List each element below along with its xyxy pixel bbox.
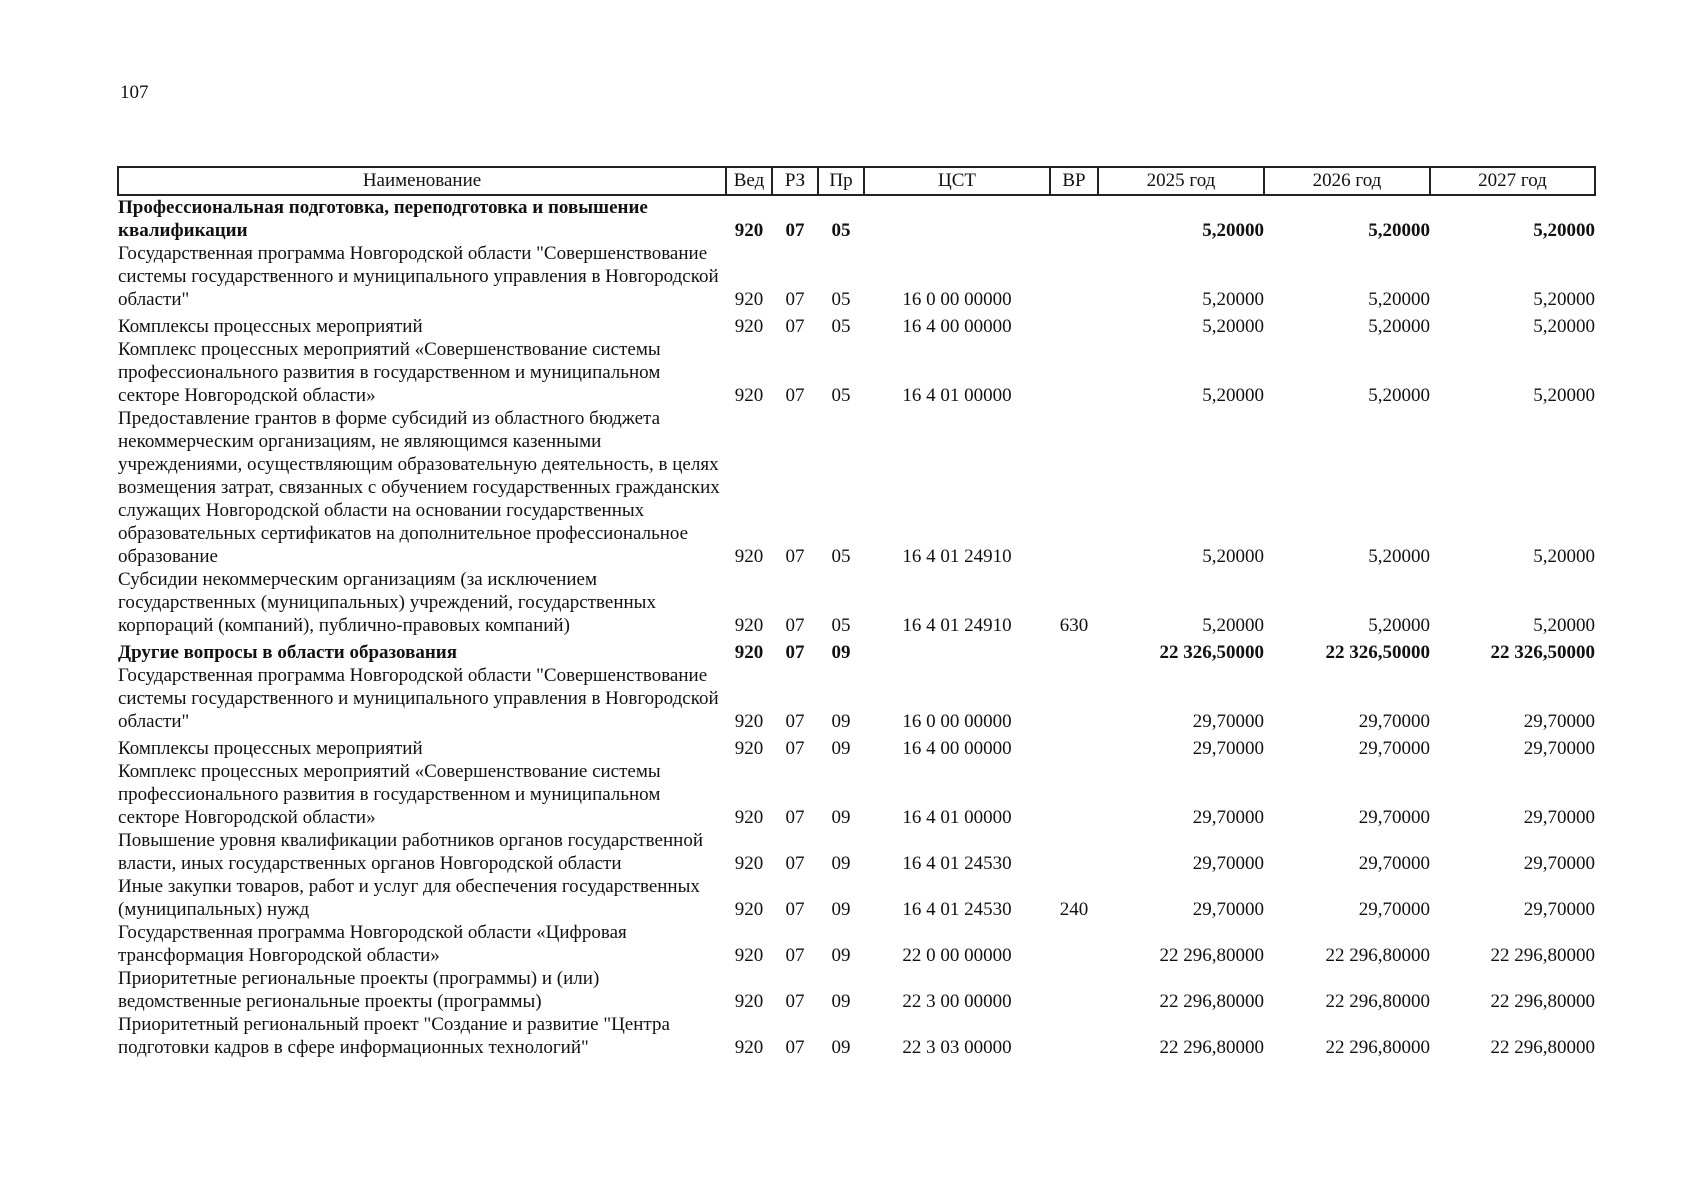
row-amount-2027: 5,20000 bbox=[1533, 289, 1595, 310]
table-row bbox=[118, 242, 1595, 311]
row-amount-2027: 22 296,80000 bbox=[1490, 1037, 1595, 1058]
row-name: Государственная программа Новгородской области «Цифровая трансформация Новгородской области» bbox=[118, 922, 627, 966]
row-vr bbox=[1050, 637, 1098, 664]
row-rz: 07 bbox=[785, 711, 805, 732]
row-amount-2026: 22 296,80000 bbox=[1325, 991, 1430, 1012]
table-row bbox=[118, 875, 1595, 921]
row-amount-2026: 5,20000 bbox=[1368, 316, 1430, 337]
row-amount-2027: 22 296,80000 bbox=[1490, 991, 1595, 1012]
row-amount-2026: 22 296,80000 bbox=[1325, 1037, 1430, 1058]
row-vr bbox=[1050, 338, 1098, 407]
row-rz: 07 bbox=[785, 807, 805, 828]
header-name: Наименование bbox=[118, 167, 726, 195]
row-amount-2025: 22 296,80000 bbox=[1159, 991, 1264, 1012]
row-pr: 09 bbox=[831, 853, 851, 874]
row-vr bbox=[1050, 1013, 1098, 1059]
table-body bbox=[118, 195, 1595, 1059]
table-row bbox=[118, 829, 1595, 875]
table-row bbox=[118, 664, 1595, 733]
header-2026: 2026 год bbox=[1264, 167, 1430, 195]
row-amount-2027: 5,20000 bbox=[1533, 385, 1595, 406]
table-row bbox=[118, 311, 1595, 338]
row-ved: 920 bbox=[734, 385, 764, 406]
row-amount-2026: 29,70000 bbox=[1358, 807, 1430, 828]
row-pr: 05 bbox=[831, 615, 851, 636]
row-amount-2027: 5,20000 bbox=[1533, 316, 1595, 337]
row-vr bbox=[1050, 195, 1098, 242]
row-ved: 920 bbox=[734, 546, 764, 567]
row-pr: 09 bbox=[831, 991, 851, 1012]
row-cst: 16 0 00 00000 bbox=[902, 289, 1012, 310]
row-name: Другие вопросы в области образования bbox=[118, 642, 458, 663]
row-rz: 07 bbox=[785, 546, 805, 567]
row-ved: 920 bbox=[734, 853, 764, 874]
row-vr bbox=[1050, 407, 1098, 568]
row-name: Профессиональная подготовка, переподготовка и повышение квалификации bbox=[118, 197, 648, 241]
row-pr: 09 bbox=[831, 807, 851, 828]
row-vr bbox=[1050, 664, 1098, 733]
row-rz: 07 bbox=[785, 289, 805, 310]
row-ved: 920 bbox=[734, 807, 764, 828]
row-ved: 920 bbox=[734, 220, 764, 241]
row-amount-2027: 5,20000 bbox=[1533, 546, 1595, 567]
row-vr bbox=[1050, 242, 1098, 311]
row-cst: 16 4 00 00000 bbox=[902, 316, 1012, 337]
row-rz: 07 bbox=[785, 991, 805, 1012]
row-name: Государственная программа Новгородской области "Совершенствование системы государственного и муниципального управления в Новгородской области" bbox=[118, 665, 719, 732]
row-cst: 16 4 01 24910 bbox=[902, 615, 1012, 636]
row-name: Субсидии некоммерческим организациям (за исключением государственных (муниципальных) учреждений, государственных корпораций (компаний), публично-правовых компаний) bbox=[118, 569, 656, 636]
row-amount-2027: 22 326,50000 bbox=[1490, 642, 1595, 663]
row-pr: 05 bbox=[831, 316, 851, 337]
table-row bbox=[118, 195, 1595, 242]
row-vr bbox=[1050, 829, 1098, 875]
row-cst bbox=[864, 637, 1050, 664]
row-amount-2025: 22 326,50000 bbox=[1159, 642, 1264, 663]
row-cst: 16 0 00 00000 bbox=[902, 711, 1012, 732]
row-vr: 240 bbox=[1059, 899, 1089, 920]
row-ved: 920 bbox=[734, 991, 764, 1012]
row-ved: 920 bbox=[734, 945, 764, 966]
row-pr: 05 bbox=[831, 289, 851, 310]
row-cst: 22 3 03 00000 bbox=[902, 1037, 1012, 1058]
row-amount-2025: 5,20000 bbox=[1202, 316, 1264, 337]
row-amount-2026: 5,20000 bbox=[1368, 546, 1430, 567]
row-cst bbox=[864, 195, 1050, 242]
row-name: Государственная программа Новгородской области "Совершенствование системы государственного и муниципального управления в Новгородской области" bbox=[118, 243, 719, 310]
row-amount-2027: 5,20000 bbox=[1533, 615, 1595, 636]
row-rz: 07 bbox=[785, 738, 805, 759]
table-row bbox=[118, 407, 1595, 568]
row-rz: 07 bbox=[785, 385, 805, 406]
table-row bbox=[118, 338, 1595, 407]
row-name: Иные закупки товаров, работ и услуг для обеспечения государственных (муниципальных) нужд bbox=[118, 876, 700, 920]
row-name: Комплексы процессных мероприятий bbox=[118, 738, 423, 759]
row-amount-2025: 29,70000 bbox=[1192, 738, 1264, 759]
row-amount-2027: 22 296,80000 bbox=[1490, 945, 1595, 966]
row-name: Приоритетные региональные проекты (программы) и (или) ведомственные региональные проекты (программы) bbox=[118, 968, 600, 1012]
row-cst: 16 4 01 00000 bbox=[902, 807, 1012, 828]
row-pr: 09 bbox=[831, 642, 851, 663]
header-vr: ВР bbox=[1050, 167, 1098, 195]
row-amount-2026: 29,70000 bbox=[1358, 853, 1430, 874]
row-amount-2026: 5,20000 bbox=[1368, 385, 1430, 406]
row-ved: 920 bbox=[734, 738, 764, 759]
row-name: Предоставление грантов в форме субсидий из областного бюджета некоммерческим организациям, не являющимся казенными учреждениями, осуществляющим образовательную деятельность, в целях возмещения затрат, связанных с обучением государственных гражданских служащих Новгородской области на основании государственных образовательных сертификатов на дополнительное профессиональное образование bbox=[118, 408, 720, 567]
table-row bbox=[118, 921, 1595, 967]
row-cst: 22 3 00 00000 bbox=[902, 991, 1012, 1012]
page-number: 107 bbox=[120, 82, 149, 103]
budget-table bbox=[117, 166, 1596, 1059]
row-amount-2027: 29,70000 bbox=[1523, 738, 1595, 759]
row-ved: 920 bbox=[734, 642, 764, 663]
row-name: Приоритетный региональный проект "Создание и развитие "Центра подготовки кадров в сфере информационных технологий" bbox=[118, 1014, 670, 1058]
table-row bbox=[118, 637, 1595, 664]
row-amount-2026: 5,20000 bbox=[1368, 289, 1430, 310]
row-pr: 05 bbox=[831, 546, 851, 567]
row-amount-2025: 5,20000 bbox=[1202, 220, 1264, 241]
row-rz: 07 bbox=[785, 945, 805, 966]
row-name: Комплекс процессных мероприятий «Совершенствование системы профессионального развития в государственном и муниципальном секторе Новгородской области» bbox=[118, 761, 661, 828]
row-rz: 07 bbox=[785, 899, 805, 920]
row-pr: 09 bbox=[831, 738, 851, 759]
table-row bbox=[118, 967, 1595, 1013]
row-rz: 07 bbox=[785, 642, 805, 663]
row-amount-2025: 5,20000 bbox=[1202, 289, 1264, 310]
row-rz: 07 bbox=[785, 853, 805, 874]
row-amount-2025: 29,70000 bbox=[1192, 807, 1264, 828]
row-amount-2026: 22 326,50000 bbox=[1325, 642, 1430, 663]
row-pr: 05 bbox=[831, 385, 851, 406]
row-cst: 16 4 01 00000 bbox=[902, 385, 1012, 406]
row-cst: 16 4 01 24530 bbox=[902, 853, 1012, 874]
row-vr bbox=[1050, 921, 1098, 967]
row-rz: 07 bbox=[785, 316, 805, 337]
row-amount-2026: 5,20000 bbox=[1368, 615, 1430, 636]
row-amount-2027: 5,20000 bbox=[1533, 220, 1595, 241]
table-row bbox=[118, 760, 1595, 829]
row-amount-2026: 29,70000 bbox=[1358, 899, 1430, 920]
row-name: Повышение уровня квалификации работников органов государственной власти, иных государственных органов Новгородской области bbox=[118, 830, 703, 874]
row-amount-2025: 29,70000 bbox=[1192, 899, 1264, 920]
row-rz: 07 bbox=[785, 220, 805, 241]
row-cst: 16 4 01 24910 bbox=[902, 546, 1012, 567]
row-vr bbox=[1050, 733, 1098, 760]
row-cst: 22 0 00 00000 bbox=[902, 945, 1012, 966]
row-pr: 05 bbox=[831, 220, 851, 241]
row-pr: 09 bbox=[831, 1037, 851, 1058]
table-row bbox=[118, 568, 1595, 637]
row-amount-2025: 29,70000 bbox=[1192, 711, 1264, 732]
row-vr: 630 bbox=[1059, 615, 1089, 636]
row-amount-2025: 5,20000 bbox=[1202, 385, 1264, 406]
row-amount-2025: 5,20000 bbox=[1202, 615, 1264, 636]
row-vr bbox=[1050, 760, 1098, 829]
row-cst: 16 4 00 00000 bbox=[902, 738, 1012, 759]
row-pr: 09 bbox=[831, 899, 851, 920]
row-ved: 920 bbox=[734, 316, 764, 337]
row-ved: 920 bbox=[734, 1037, 764, 1058]
header-pr: Пр bbox=[818, 167, 864, 195]
row-amount-2027: 29,70000 bbox=[1523, 899, 1595, 920]
header-2025: 2025 год bbox=[1098, 167, 1264, 195]
row-amount-2025: 5,20000 bbox=[1202, 546, 1264, 567]
row-cst: 16 4 01 24530 bbox=[902, 899, 1012, 920]
row-pr: 09 bbox=[831, 711, 851, 732]
header-2027: 2027 год bbox=[1430, 167, 1595, 195]
row-pr: 09 bbox=[831, 945, 851, 966]
row-amount-2026: 29,70000 bbox=[1358, 711, 1430, 732]
row-amount-2026: 29,70000 bbox=[1358, 738, 1430, 759]
row-ved: 920 bbox=[734, 289, 764, 310]
row-rz: 07 bbox=[785, 615, 805, 636]
row-amount-2027: 29,70000 bbox=[1523, 807, 1595, 828]
row-amount-2026: 22 296,80000 bbox=[1325, 945, 1430, 966]
table-header-row bbox=[118, 167, 1595, 195]
row-amount-2025: 22 296,80000 bbox=[1159, 945, 1264, 966]
row-amount-2025: 22 296,80000 bbox=[1159, 1037, 1264, 1058]
header-rz: РЗ bbox=[772, 167, 818, 195]
row-amount-2027: 29,70000 bbox=[1523, 711, 1595, 732]
row-amount-2025: 29,70000 bbox=[1192, 853, 1264, 874]
table-row bbox=[118, 1013, 1595, 1059]
row-ved: 920 bbox=[734, 711, 764, 732]
row-name: Комплекс процессных мероприятий «Совершенствование системы профессионального развития в государственном и муниципальном секторе Новгородской области» bbox=[118, 339, 661, 406]
row-amount-2027: 29,70000 bbox=[1523, 853, 1595, 874]
row-name: Комплексы процессных мероприятий bbox=[118, 316, 423, 337]
row-amount-2026: 5,20000 bbox=[1368, 220, 1430, 241]
table-row bbox=[118, 733, 1595, 760]
header-ved: Вед bbox=[726, 167, 772, 195]
header-cst: ЦСТ bbox=[864, 167, 1050, 195]
row-vr bbox=[1050, 967, 1098, 1013]
row-ved: 920 bbox=[734, 615, 764, 636]
row-rz: 07 bbox=[785, 1037, 805, 1058]
row-ved: 920 bbox=[734, 899, 764, 920]
row-vr bbox=[1050, 311, 1098, 338]
